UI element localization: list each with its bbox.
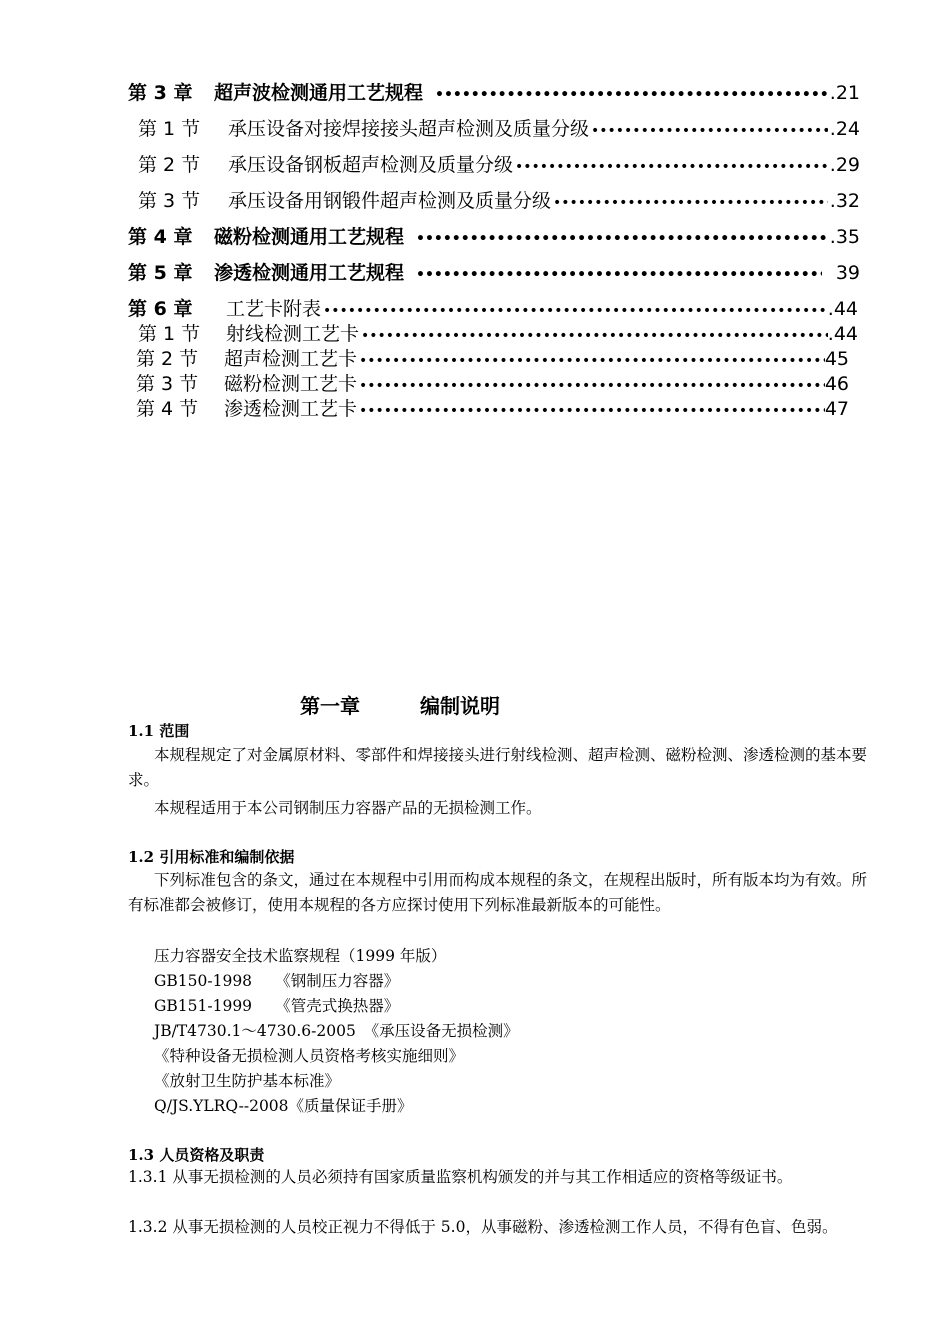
toc-label: 第 3 章 [128,82,193,104]
paragraph: 1.3.2 从事无损检测的人员校正视力不得低于 5.0，从事磁粉、渗透检测工作人员，不得有色盲、色弱。 [128,1218,838,1236]
toc-leader [359,379,825,393]
paragraph: 本规程规定了对金属原材料、零部件和焊接接头进行射线检测、超声检测、磁粉检测、渗透检测的基本要求。 [128,746,868,789]
toc-leader [416,232,828,246]
paragraph: 本规程适用于本公司钢制压力容器产品的无损检测工作。 [154,799,542,817]
toc-entry[interactable] [128,78,860,105]
toc-title: 磁粉检测工艺卡 [224,373,358,395]
toc-entry[interactable] [128,258,860,285]
toc-page: .21 [829,82,860,104]
toc-title: 工艺卡附表 [226,298,322,320]
toc-label: 第 4 节 [136,398,199,420]
reference-item: 压力容器安全技术监察规程（1999 年版） [154,947,447,965]
reference-item: GB151-1999 《管壳式换热器》 [154,997,400,1015]
toc-leader [435,88,828,102]
chapter-name: 编制说明 [420,694,500,718]
toc-leader [359,404,825,418]
toc-label: 第 3 节 [138,190,201,212]
toc-title: 渗透检测工艺卡 [224,398,358,420]
toc-title: 超声检测工艺卡 [224,348,358,370]
paragraph: 1.3.1 从事无损检测的人员必须持有国家质量监察机构颁发的并与其工作相适应的资格等级证书。 [128,1168,793,1186]
toc-page: 47 [824,398,849,420]
toc-leader [323,304,828,318]
toc-label: 第 2 节 [138,154,201,176]
section-heading: 1.2 引用标准和编制依据 [128,848,295,866]
toc-label: 第 4 章 [128,226,193,248]
toc-leader [361,329,828,343]
reference-item: JB/T4730.1～4730.6-2005 《承压设备无损检测》 [154,1022,519,1040]
reference-item: Q/JS.YLRQ--2008《质量保证手册》 [154,1097,413,1115]
toc-title: 承压设备用钢锻件超声检测及质量分级 [228,190,552,212]
toc-page: .32 [829,190,860,212]
toc-title: 磁粉检测通用工艺规程 [214,226,405,248]
toc-page: 39 [835,262,860,284]
reference-item: 《特种设备无损检测人员资格考核实施细则》 [154,1047,465,1065]
reference-item: 《放射卫生防护基本标准》 [154,1072,341,1090]
toc-title: 承压设备钢板超声检测及质量分级 [228,154,514,176]
toc-label: 第 5 章 [128,262,193,284]
section-heading: 1.3 人员资格及职责 [128,1146,265,1164]
paragraph: 下列标准包含的条文，通过在本规程中引用而构成本规程的条文，在规程出版时，所有版本均为有效。所有标准都会被修订，使用本规程的各方应探讨使用下列标准最新版本的可能性。 [128,871,868,914]
toc-label: 第 1 节 [138,118,201,140]
toc-entry[interactable] [138,319,858,346]
toc-page: .29 [829,154,860,176]
toc-page: .44 [827,298,858,320]
toc-page: .35 [829,226,860,248]
toc-page: 45 [824,348,849,370]
toc-leader [515,160,828,174]
toc-entry[interactable] [136,344,849,371]
toc-leader [553,196,828,210]
toc-label: 第 3 节 [136,373,199,395]
toc-page: .24 [829,118,860,140]
toc-leader [591,124,828,138]
chapter-title [300,690,500,719]
toc-label: 第 6 章 [128,298,193,320]
toc-entry[interactable] [128,294,858,321]
toc-entry[interactable] [138,114,860,141]
chapter-number: 第一章 [300,694,360,718]
toc-entry[interactable] [136,369,849,396]
toc-page: 46 [824,373,849,395]
toc-title: 射线检测工艺卡 [226,323,360,345]
toc-leader [359,354,825,368]
toc-label: 第 2 节 [136,348,199,370]
section-heading: 1.1 范围 [128,722,190,740]
toc-entry[interactable] [128,222,860,249]
toc-page: .44 [827,323,858,345]
toc-leader [416,268,822,282]
toc-entry[interactable] [138,150,860,177]
toc-title: 渗透检测通用工艺规程 [214,262,405,284]
toc-entry[interactable] [136,394,849,421]
toc-label: 第 1 节 [138,323,201,345]
toc-entry[interactable] [138,186,860,213]
reference-item: GB150-1998 《钢制压力容器》 [154,972,400,990]
toc-title: 超声波检测通用工艺规程 [214,82,424,104]
toc-title: 承压设备对接焊接接头超声检测及质量分级 [228,118,590,140]
